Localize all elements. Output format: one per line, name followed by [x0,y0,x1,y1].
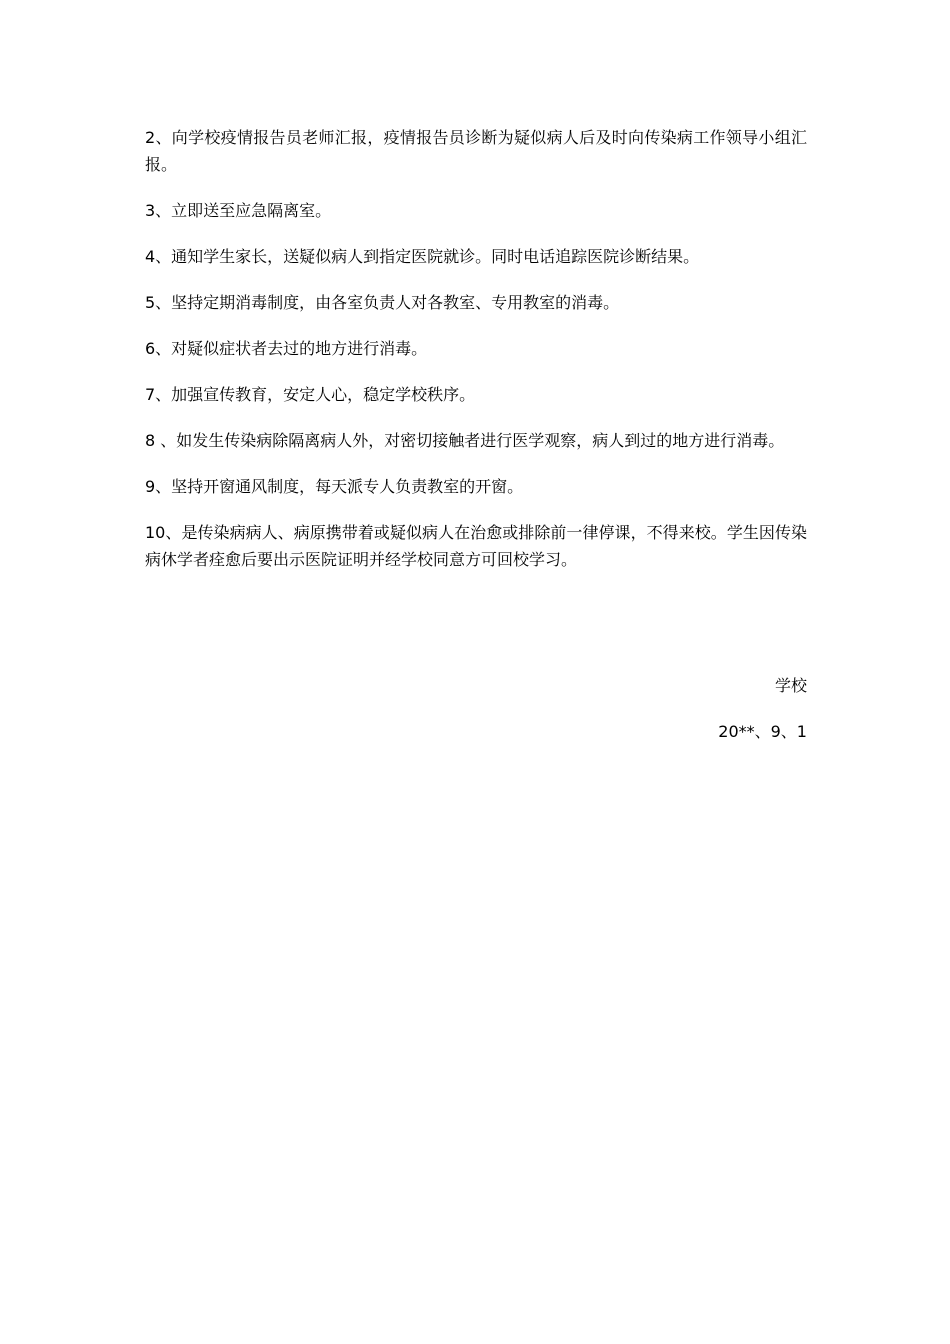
paragraph-item-10: 10、是传染病病人、病原携带着或疑似病人在治愈或排除前一律停课，不得来校。学生因传染病休学者痊愈后要出示医院证明并经学校同意方可回校学习。 [145,523,807,569]
paragraph-item-6: 6、对疑似症状者去过的地方进行消毒。 [145,339,428,358]
paragraph-item-2: 2、向学校疫情报告员老师汇报，疫情报告员诊断为疑似病人后及时向传染病工作领导小组汇报。 [145,128,807,174]
signature-organization: 学校 [774,676,807,695]
paragraph-item-9: 9、坚持开窗通风制度，每天派专人负责教室的开窗。 [145,477,524,496]
paragraph-item-5: 5、坚持定期消毒制度，由各室负责人对各教室、专用教室的消毒。 [145,293,620,312]
paragraph-item-4: 4、通知学生家长，送疑似病人到指定医院就诊。同时电话追踪医院诊断结果。 [145,247,700,266]
paragraph-item-7: 7、加强宣传教育，安定人心，稳定学校秩序。 [145,385,476,404]
document-body [145,124,807,592]
paragraph-item-3: 3、立即送至应急隔离室。 [145,201,332,220]
signature-date: 20**、9、1 [718,722,807,741]
paragraph-item-8: 8 、如发生传染病除隔离病人外，对密切接触者进行医学观察，病人到过的地方进行消毒。 [145,431,785,450]
